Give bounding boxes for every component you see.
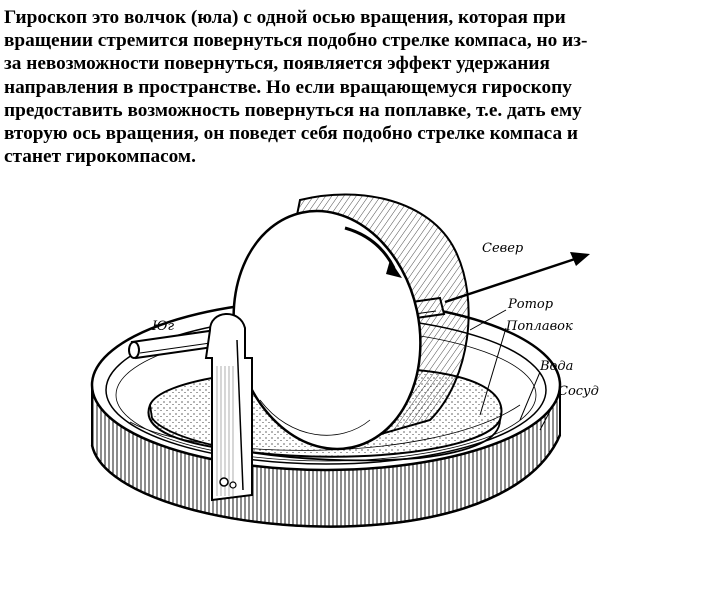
water-label: Вода <box>540 359 574 374</box>
paragraph-line: направления в пространстве. Но если вращающемуся гироскопу <box>4 76 572 98</box>
north-arrow <box>445 252 590 302</box>
rotor-label: Ротор <box>508 297 554 312</box>
paragraph-line: предоставить возможность повернуться на поплавке, т.е. дать ему <box>4 99 582 121</box>
north-label: Север <box>482 241 524 256</box>
gyrocompass-illustration <box>0 190 703 600</box>
south-label: Юг <box>152 319 175 334</box>
float-label: Поплавок <box>506 319 573 334</box>
vessel-label: Сосуд <box>558 384 599 399</box>
paragraph-line: станет гирокомпасом. <box>4 146 196 168</box>
support-bracket <box>206 314 252 500</box>
description-paragraph <box>4 6 699 168</box>
paragraph-line: за невозможности повернуться, появляется эффект удержания <box>4 53 550 75</box>
paragraph-line: вторую ось вращения, он поведет себя подобно стрелке компаса и <box>4 123 579 145</box>
paragraph-line: вращении стремится повернуться подобно стрелке компаса, но из- <box>4 30 588 52</box>
paragraph-line: Гироскоп это волчок (юла) с одной осью вращения, которая при <box>4 7 566 28</box>
